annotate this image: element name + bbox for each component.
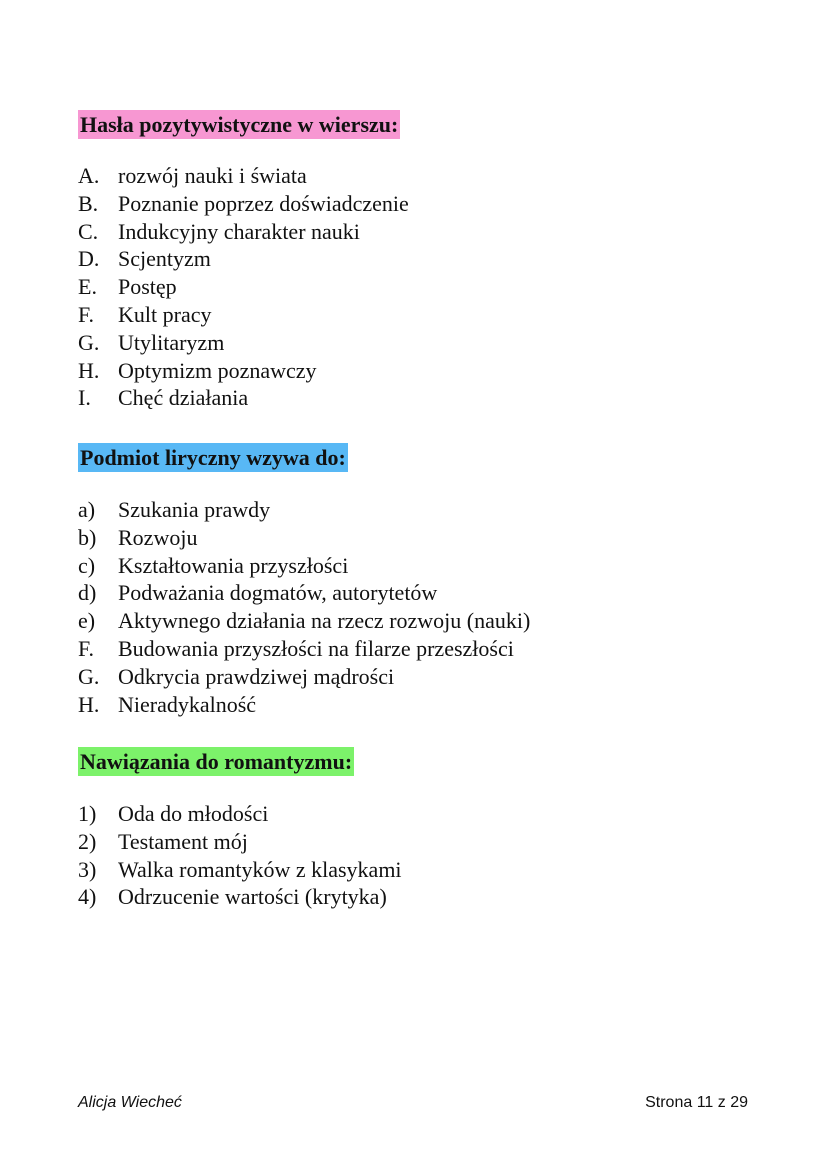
list-marker: H. (78, 691, 100, 717)
list-marker: F. (78, 301, 94, 327)
list-item (78, 579, 530, 607)
list-item-text: Testament mój (118, 828, 248, 854)
section-heading: Hasła pozytywistyczne w wierszu: (80, 112, 399, 137)
list-item-text: Chęć działania (118, 385, 249, 411)
list-item (78, 663, 530, 691)
list-item (78, 245, 409, 273)
list-item-text: Odkrycia prawdziwej mądrości (118, 663, 395, 689)
list-item (78, 496, 530, 524)
list-item (78, 607, 530, 635)
list-marker: C. (78, 218, 99, 244)
list-item (78, 329, 409, 357)
list-item-text: Rozwoju (118, 524, 198, 550)
list-item-text: Scjentyzm (118, 246, 211, 272)
list-marker: 3) (78, 856, 97, 882)
list-item-text: Oda do młodości (118, 801, 269, 826)
list-item-text: Kult pracy (118, 301, 212, 327)
list-marker: D. (78, 246, 100, 272)
list-marker: I. (78, 385, 91, 411)
list-romantyzm (78, 800, 402, 911)
list-item (78, 301, 409, 329)
section-podmiot-liryczny (78, 443, 530, 718)
list-item (78, 218, 409, 246)
list-item (78, 357, 409, 385)
list-item-text: Utylitaryzm (118, 329, 225, 355)
list-item (78, 552, 530, 580)
list-marker: 2) (78, 828, 97, 854)
footer-page-number: Strona 11 z 29 (645, 1094, 748, 1111)
list-item (78, 162, 409, 190)
list-marker: e) (78, 608, 96, 634)
list-marker: E. (78, 274, 97, 300)
list-item (78, 384, 409, 412)
list-marker: G. (78, 663, 100, 689)
list-item-text: Nieradykalność (118, 691, 257, 717)
list-item-text: Indukcyjny charakter nauki (118, 218, 360, 244)
list-item (78, 828, 402, 856)
section-heading: Nawiązania do romantyzmu: (80, 749, 353, 774)
list-item (78, 691, 530, 719)
list-pozytywizm (78, 162, 409, 412)
list-item-text: rozwój nauki i świata (118, 163, 307, 188)
list-item (78, 273, 409, 301)
list-item-text: Odrzucenie wartości (krytyka) (118, 884, 387, 910)
list-marker: c) (78, 552, 96, 578)
list-item-text: Postęp (118, 274, 177, 300)
list-item (78, 856, 402, 884)
list-item (78, 800, 402, 828)
list-marker: b) (78, 524, 97, 550)
list-marker: 1) (78, 801, 97, 826)
list-item-text: Walka romantyków z klasykami (118, 856, 402, 882)
section-pozytywizm (78, 110, 409, 412)
list-item (78, 883, 402, 911)
list-item-text: Kształtowania przyszłości (118, 552, 349, 578)
list-item-text: Optymizm poznawczy (118, 357, 317, 383)
list-marker: F. (78, 635, 94, 661)
list-item-text: Budowania przyszłości na filarze przeszłości (118, 635, 514, 661)
list-item (78, 190, 409, 218)
section-romantyzm (78, 747, 402, 911)
section-heading: Podmiot liryczny wzywa do: (80, 445, 346, 470)
list-marker: H. (78, 357, 100, 383)
list-podmiot (78, 496, 530, 718)
list-item (78, 524, 530, 552)
list-marker: A. (78, 163, 100, 188)
list-marker: d) (78, 580, 97, 606)
list-marker: 4) (78, 884, 97, 910)
list-marker: G. (78, 329, 100, 355)
list-item-text: Szukania prawdy (118, 497, 271, 522)
list-item (78, 635, 530, 663)
list-item-text: Aktywnego działania na rzecz rozwoju (nauki) (118, 608, 531, 634)
list-marker: a) (78, 497, 96, 522)
list-item-text: Podważania dogmatów, autorytetów (118, 580, 438, 606)
footer-author: Alicja Wiecheć (78, 1094, 182, 1111)
list-item-text: Poznanie poprzez doświadczenie (118, 190, 409, 216)
list-marker: B. (78, 190, 99, 216)
